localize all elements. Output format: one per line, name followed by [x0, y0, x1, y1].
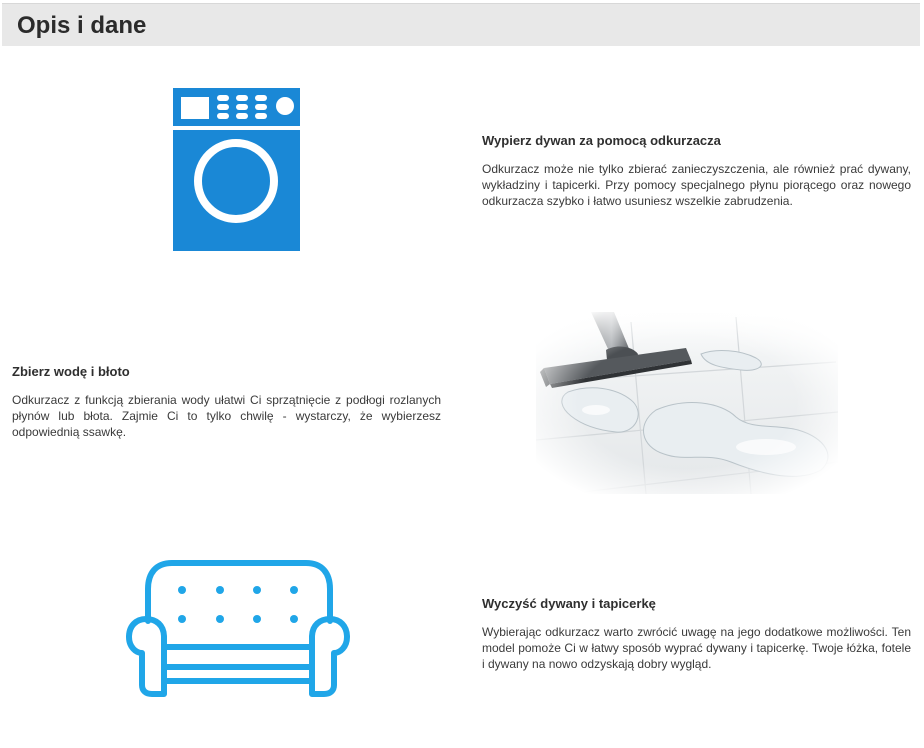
section-clean-upholstery — [482, 596, 911, 672]
section-heading: Wyczyść dywany i tapicerkę — [482, 596, 656, 611]
section-text: Odkurzacz może nie tylko zbierać zanieczyszczenia, ale również prać dywany, wykładziny i tapicerki. Przy pomocy specjalnego płynu piorącego oraz nowego odkurzacza szybko i łatwo usuniesz wszelkie zabrudzenia. — [482, 162, 911, 208]
section-water-mud — [12, 364, 441, 440]
vacuum-nozzle-on-wet-floor-image — [536, 312, 838, 494]
page-title: Opis i dane — [17, 12, 147, 39]
section-text: Odkurzacz z funkcją zbierania wody ułatwi Ci sprzątnięcie z podłogi rozlanych płynów lub błota. Zajmie Ci to tylko chwilę - wystarczy, że wybierzesz odpowiednią ssawkę. — [12, 393, 441, 439]
sofa-icon — [126, 559, 350, 700]
section-heading: Zbierz wodę i błoto — [12, 364, 130, 379]
section-wash-carpet — [482, 133, 911, 209]
section-header — [2, 3, 920, 46]
section-heading: Wypierz dywan za pomocą odkurzacza — [482, 133, 721, 148]
section-text: Wybierając odkurzacz warto zwrócić uwagę na jego dodatkowe możliwości. Ten model pomoże Ci w łatwy sposób wyprać dywany i tapicerkę. Twoje łóżka, fotele i dywany na nowo odzyskają dobry wygląd. — [482, 625, 911, 671]
washing-machine-icon — [173, 88, 300, 251]
